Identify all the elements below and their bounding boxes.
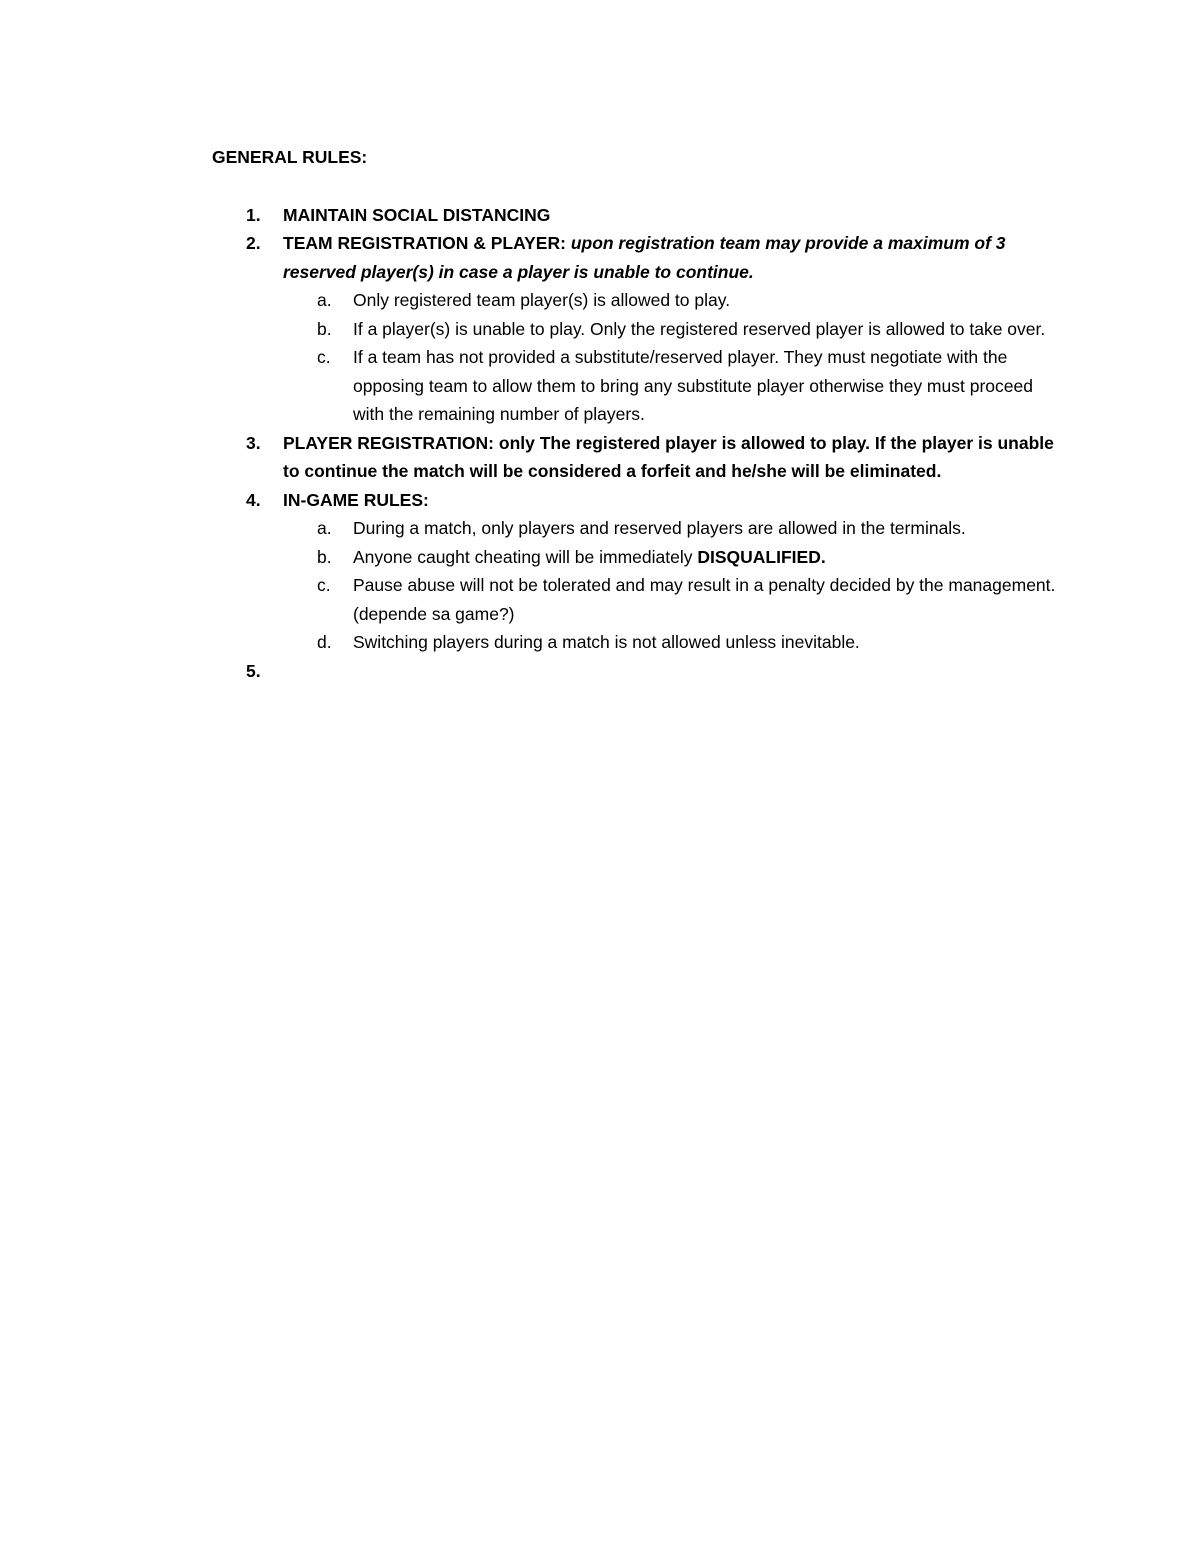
subitem-letter: a.: [317, 290, 332, 310]
subitem-text: If a player(s) is unable to play. Only the registered reserved player is allowed to take over.: [353, 318, 1046, 339]
subitem-text: Only registered team player(s) is allowed to play.: [353, 290, 731, 310]
subitem-text: If a team has not provided a substitute/reserved player. They must negotiate with the opposing team to allow them to bring any substitute player otherwise they must proceed with the remaining number of players.: [353, 347, 1033, 424]
rule-heading: MAINTAIN SOCIAL DISTANCING: [283, 204, 551, 225]
document-body: [212, 143, 1062, 685]
rule-heading: IN-GAME RULES:: [283, 489, 429, 510]
rule-item: [212, 429, 1062, 486]
rule-item: [212, 486, 1062, 657]
rule-subitem: [212, 628, 1062, 657]
rule-heading: TEAM REGISTRATION & PLAYER:: [283, 233, 566, 253]
rule-subitem: [212, 543, 1062, 572]
subitem-text: Anyone caught cheating will be immediately: [353, 546, 693, 567]
rule-description: only The registered player is allowed to play. If the player is unable to continue the match will be considered a forfeit and he/she will be eliminated.: [283, 432, 1054, 481]
rule-heading: PLAYER REGISTRATION:: [283, 432, 494, 453]
rule-subitem: [212, 343, 1062, 429]
rule-item: [212, 201, 1062, 230]
rule-number: 4.: [246, 489, 261, 510]
subitem-emphasis: DISQUALIFIED.: [697, 546, 826, 567]
rule-number: 2.: [246, 233, 261, 253]
rule-item: [212, 229, 1062, 429]
subitem-text: Pause abuse will not be tolerated and may result in a penalty decided by the management. (depende sa game?): [353, 575, 1056, 624]
subitem-letter: b.: [317, 546, 332, 567]
rule-number: 5.: [246, 660, 261, 681]
subitem-letter: d.: [317, 632, 332, 652]
rule-number: 3.: [246, 432, 261, 453]
subitem-letter: c.: [317, 575, 331, 595]
rule-subitem: [212, 514, 1062, 543]
document-title: GENERAL RULES:: [212, 147, 368, 167]
subitem-text: Switching players during a match is not allowed unless inevitable.: [353, 632, 860, 652]
subitem-letter: b.: [317, 318, 332, 339]
rule-item: [212, 657, 1062, 686]
subitem-letter: a.: [317, 518, 332, 538]
rule-description: upon registration team may provide a maximum of 3 reserved player(s) in case a player is unable to continue.: [283, 233, 1006, 282]
rule-number: 1.: [246, 204, 261, 225]
subitem-text: During a match, only players and reserved players are allowed in the terminals.: [353, 518, 966, 538]
subitem-letter: c.: [317, 347, 331, 367]
rule-subitem: [212, 571, 1062, 628]
rule-subitem: [212, 286, 1062, 315]
rule-subitem: [212, 315, 1062, 344]
